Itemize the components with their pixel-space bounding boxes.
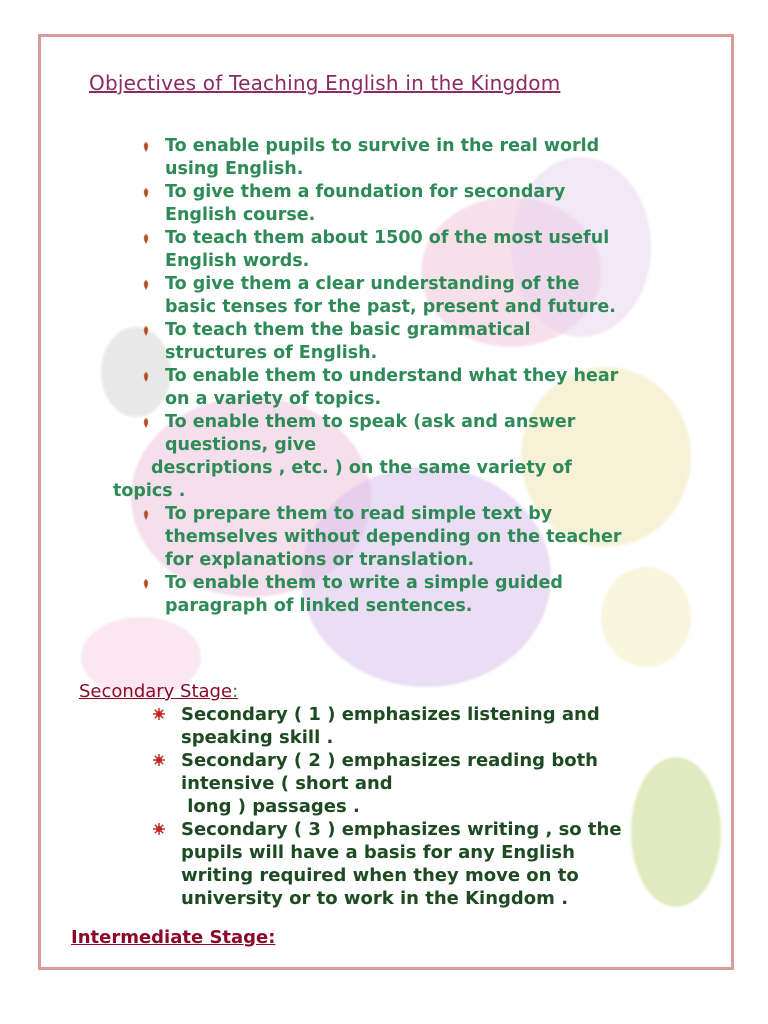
bullet-icon [141,187,151,199]
secondary-line: Secondary ( 1 ) emphasizes listening and [181,704,600,725]
objective-line: To enable them to understand what they hear [165,366,619,386]
objective-line: on a variety of topics. [165,389,382,409]
objective-line: paragraph of linked sentences. [165,596,473,616]
bullet-icon [141,509,151,521]
bullet-icon [141,141,151,153]
objective-item [137,572,707,618]
objective-item [137,273,707,319]
objective-item [137,503,707,572]
page-title: Objectives of Teaching English in the Kingdom [89,71,561,95]
secondary-list [151,703,711,910]
secondary-item [151,818,711,910]
objective-line: descriptions , etc. ) on the same variety of [151,458,572,478]
objective-line: To teach them the basic grammatical [165,320,531,340]
objective-line: English course. [165,205,316,225]
bullet-icon [141,417,151,429]
objective-item [137,135,707,181]
star-bullet-icon [153,754,165,766]
secondary-line: speaking skill . [181,727,334,748]
objective-line: To enable them to speak (ask and answer [165,412,576,432]
bullet-icon [141,371,151,383]
objective-line: questions, give [165,435,317,455]
objective-line: using English. [165,159,304,179]
secondary-line: Secondary ( 3 ) emphasizes writing , so the [181,819,622,840]
intermediate-stage-heading: Intermediate Stage: [71,927,276,948]
secondary-line: university or to work in the Kingdom . [181,888,569,909]
page-frame [38,34,734,970]
objective-line: To give them a clear understanding of the [165,274,580,294]
secondary-line: Secondary ( 2 ) emphasizes reading both [181,750,598,771]
star-bullet-icon [153,823,165,835]
bullet-icon [141,578,151,590]
objectives-list [113,135,707,618]
secondary-item [151,703,711,749]
secondary-stage-heading [79,681,238,702]
objective-line: structures of English. [165,343,378,363]
secondary-line: writing required when they move on to [181,865,579,886]
objective-line: To enable them to write a simple guided [165,573,563,593]
objective-item [113,411,707,503]
bullet-icon [141,279,151,291]
heading-colon: : [232,681,239,702]
objective-line: English words. [165,251,310,271]
objective-item [137,181,707,227]
secondary-line: intensive ( short and [181,773,393,794]
secondary-line: long ) passages . [181,796,360,817]
bullet-icon [141,325,151,337]
objective-line: themselves without depending on the teacher [165,527,622,547]
secondary-heading-text: Secondary Stage [79,681,233,702]
star-bullet-icon [153,708,165,720]
objective-line: topics . [113,481,186,501]
objective-line: basic tenses for the past, present and future. [165,297,616,317]
objective-item [137,365,707,411]
secondary-line: pupils will have a basis for any English [181,842,575,863]
objective-line: To give them a foundation for secondary [165,182,566,202]
bullet-icon [141,233,151,245]
objective-item [137,227,707,273]
objective-line: To prepare them to read simple text by [165,504,553,524]
objective-line: To enable pupils to survive in the real world [165,136,600,156]
secondary-item [151,749,711,818]
objective-line: for explanations or translation. [165,550,475,570]
objective-item [137,319,707,365]
objective-line: To teach them about 1500 of the most useful [165,228,610,248]
